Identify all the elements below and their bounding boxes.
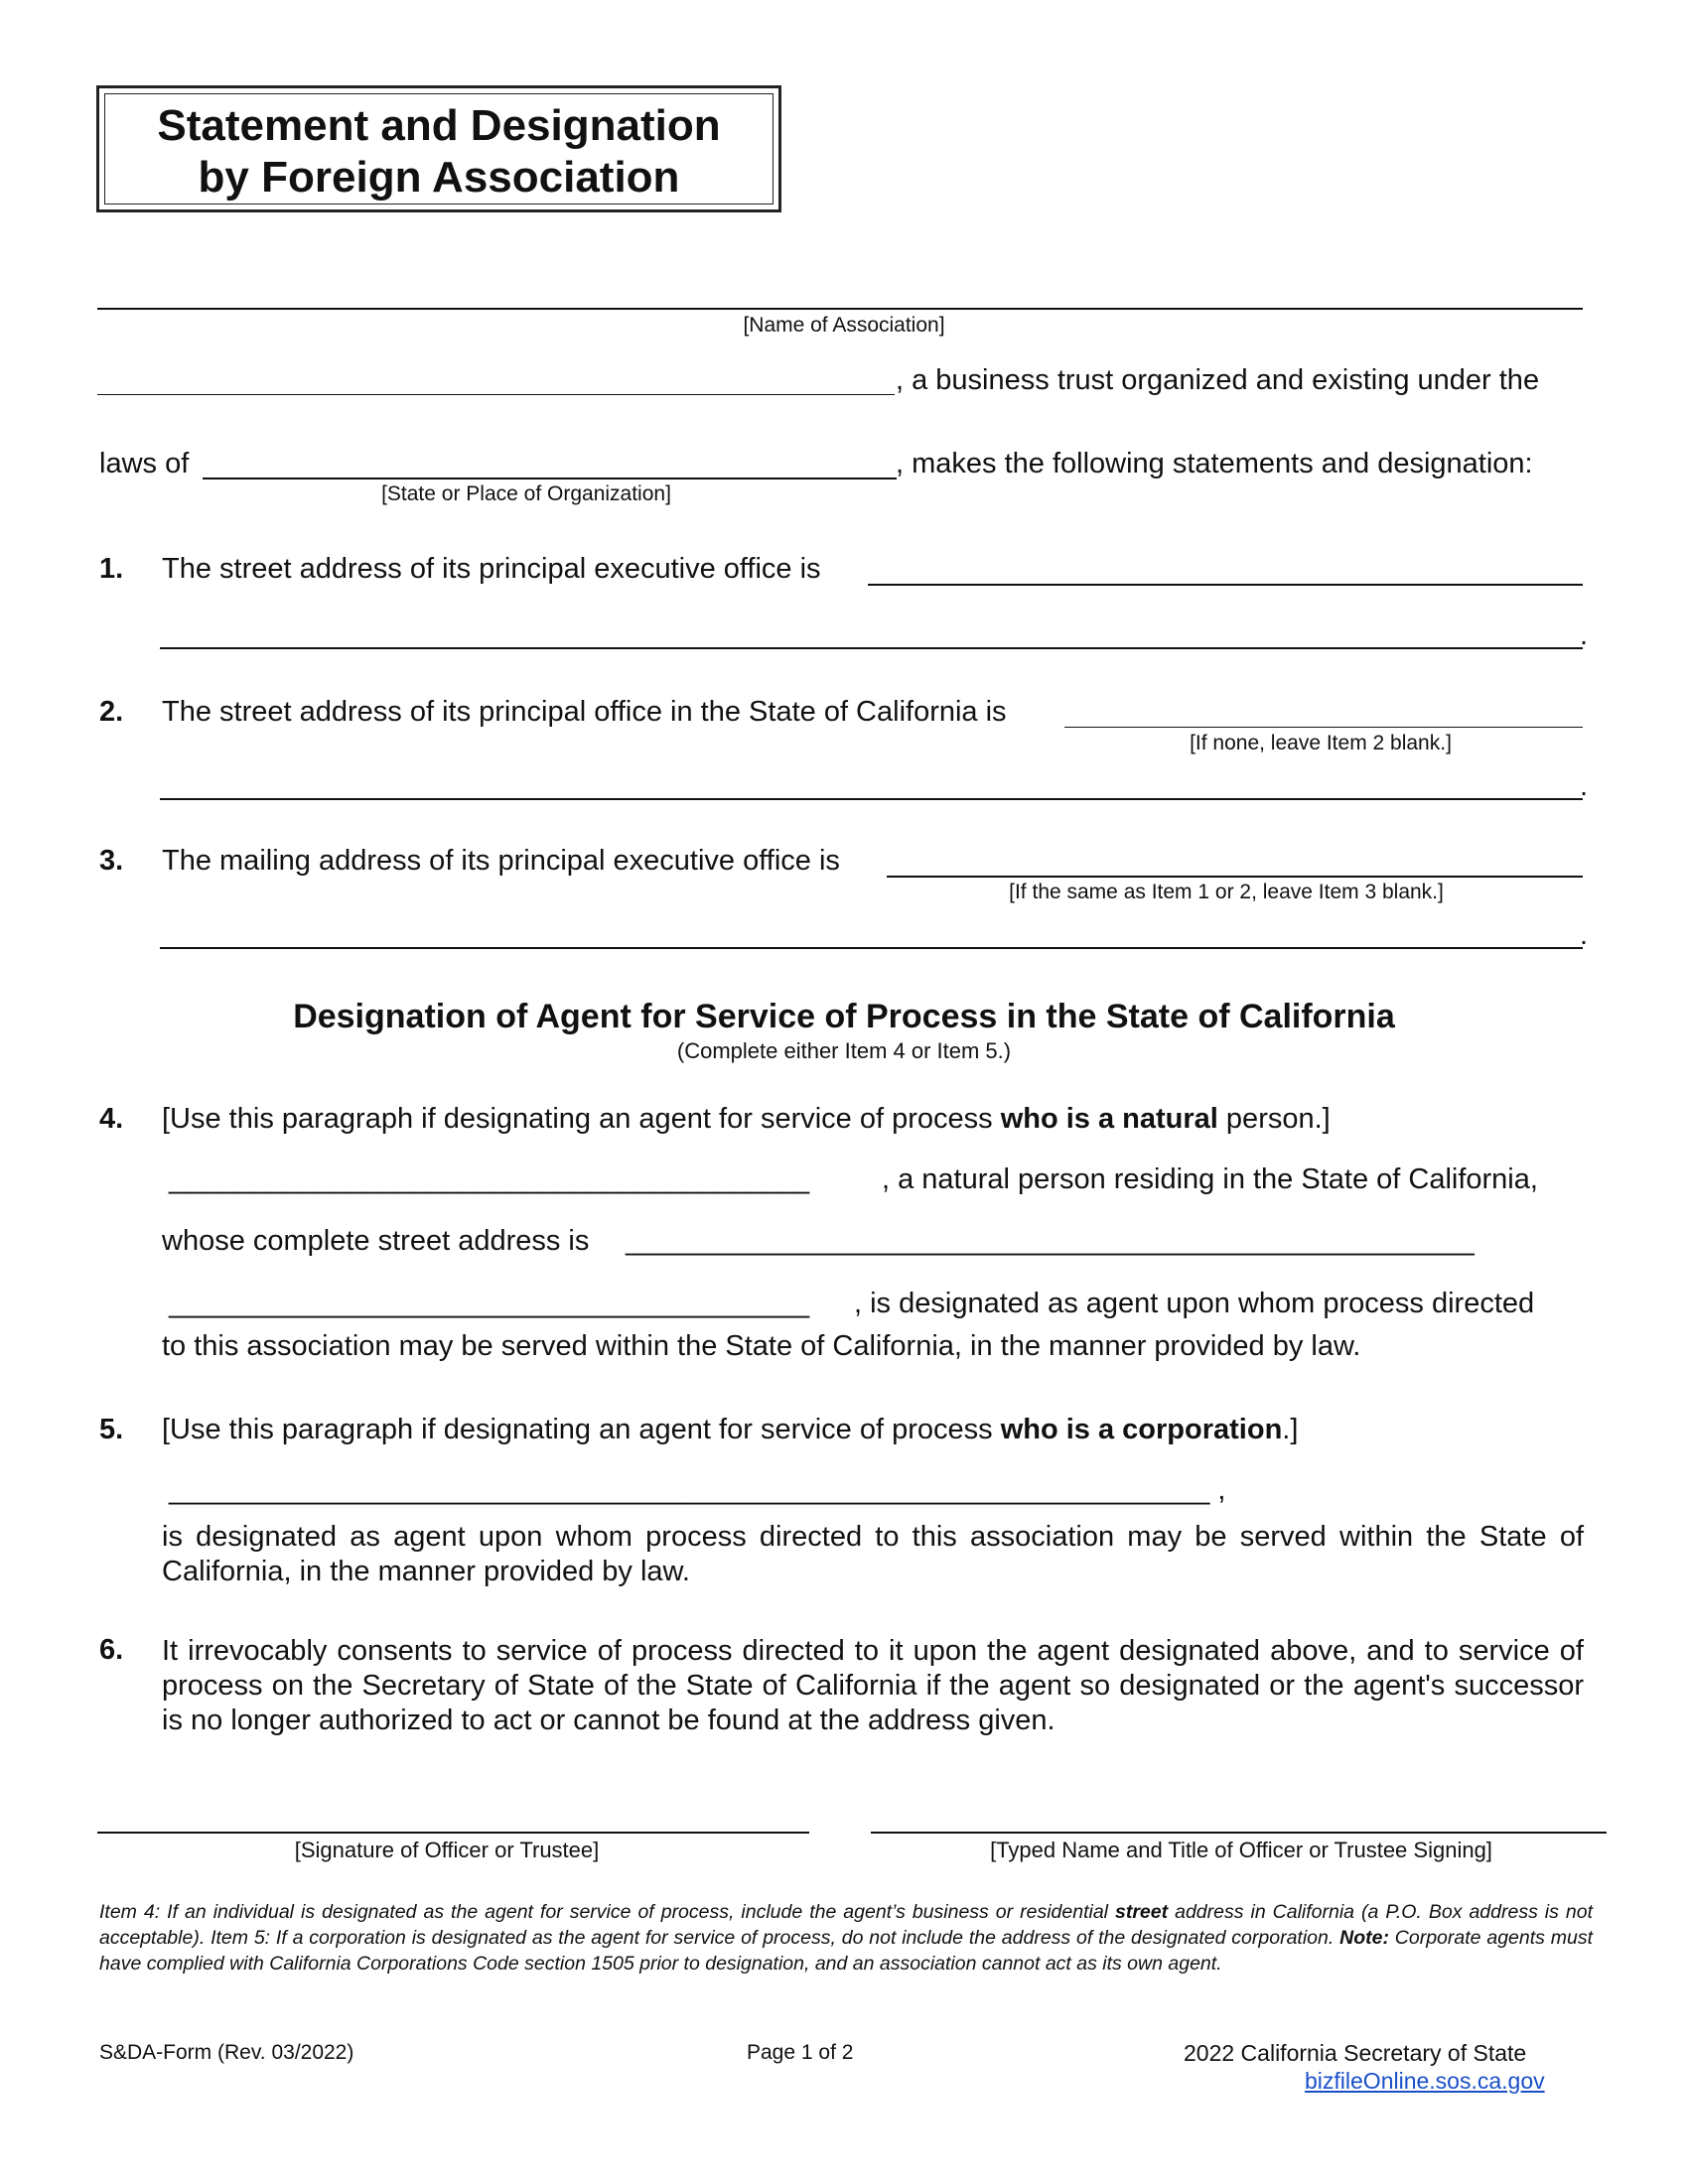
item-3-caption: [If the same as Item 1 or 2, leave Item 3 blank.] xyxy=(1009,881,1444,903)
item-4-instruction-bold: who is a natural xyxy=(1000,1103,1218,1135)
item-3-number: 3. xyxy=(99,845,124,877)
item-1-text: The street address of its principal executive office is xyxy=(162,553,821,585)
state-of-organization-caption: [State or Place of Organization] xyxy=(381,482,671,505)
designation-subheading: (Complete either Item 4 or Item 5.) xyxy=(676,1038,1012,1063)
title-box xyxy=(96,85,781,212)
item-4-whose-address-label: whose complete street address is xyxy=(162,1225,590,1257)
item-4-instruction-b: person.] xyxy=(1217,1103,1331,1135)
item-5-instruction-b: .] xyxy=(1282,1414,1299,1445)
footnote-note-bold: Note: xyxy=(1339,1927,1389,1949)
item-5-corporation-name-field[interactable]: _________________________________________________________________ , xyxy=(169,1474,1226,1506)
item-4-agent-name-field[interactable]: ________________________________________ xyxy=(169,1163,810,1195)
item-4-served-text: to this association may be served within the State of California, in the manner provided by law. xyxy=(162,1330,1361,1362)
signature-field[interactable] xyxy=(97,1832,809,1834)
copyright-text: 2022 California Secretary of State xyxy=(1184,2040,1527,2066)
designation-heading: Designation of Agent for Service of Process in the State of California xyxy=(293,998,1395,1035)
website-link[interactable]: bizfileOnline.sos.ca.gov xyxy=(1305,2068,1545,2094)
laws-of-label: laws of xyxy=(99,448,190,479)
typed-name-title-caption: [Typed Name and Title of Officer or Trustee Signing] xyxy=(990,1838,1492,1862)
footnote-part2: address in California (a P.O. Box address is not acceptable). Item 5: If a corporation is designated as the agent for service of process, do not include the address of the designated corporation. xyxy=(99,1901,1593,1949)
item-5-number: 5. xyxy=(99,1414,124,1445)
item-4-natural-person-text: , a natural person residing in the State of California, xyxy=(882,1163,1538,1195)
form-title-line2: by Foreign Association xyxy=(198,153,680,202)
item-3-address-field-line1[interactable] xyxy=(887,876,1583,878)
item-2-number: 2. xyxy=(99,696,124,728)
footnote-part3: Corporate agents must have complied with California Corporations Code section 1505 prior to designation, and an association cannot act as its own agent. xyxy=(99,1927,1593,1975)
item-5-instruction-bold: who is a corporation xyxy=(1000,1414,1283,1445)
association-name-field[interactable] xyxy=(97,308,1583,310)
item-2-address-field-line2[interactable] xyxy=(160,798,1583,800)
association-name-caption: [Name of Association] xyxy=(743,314,945,337)
item-4-designated-text: , is designated as agent upon whom process directed xyxy=(854,1288,1535,1319)
item-2-text: The street address of its principal office in the State of California is xyxy=(162,696,1007,728)
association-name-blank-field[interactable] xyxy=(97,394,895,395)
item-1-address-field-line2[interactable] xyxy=(160,647,1583,649)
item-4-number: 4. xyxy=(99,1103,124,1135)
item-5-text: is designated as agent upon whom process directed to this association may be served within the State of California, in the manner provided by law. xyxy=(162,1521,1584,1587)
footnote-street-bold: street xyxy=(1115,1901,1169,1923)
item-6-text: It irrevocably consents to service of process directed to it upon the agent designated above, and to service of process on the Secretary of State of the State of California if the agent so designated or the agent's successor is no longer authorized to act or cannot be found at the address given. xyxy=(162,1635,1584,1736)
item-1-number: 1. xyxy=(99,553,124,585)
item-6-number: 6. xyxy=(99,1634,124,1666)
form-title xyxy=(99,100,778,204)
item-3-period: . xyxy=(1580,919,1589,951)
item-4-instruction-a: [Use this paragraph if designating an agent for service of process xyxy=(162,1103,1001,1135)
item-4-address-continued-field[interactable]: ________________________________________ xyxy=(169,1288,810,1319)
typed-name-title-field[interactable] xyxy=(871,1832,1607,1834)
signature-caption: [Signature of Officer or Trustee] xyxy=(294,1838,600,1862)
item-2-address-field-line1[interactable] xyxy=(1064,727,1583,728)
item-5-instruction-a: [Use this paragraph if designating an agent for service of process xyxy=(162,1414,1001,1445)
business-trust-text: , a business trust organized and existing under the xyxy=(896,364,1540,396)
item-4-street-address-field[interactable]: _____________________________________________________ xyxy=(626,1225,1475,1257)
item-5-instruction xyxy=(162,1414,1298,1446)
footnote-part1: Item 4: If an individual is designated as the agent for service of process, include the agent’s business or residential xyxy=(99,1901,1115,1923)
page-number: Page 1 of 2 xyxy=(747,2041,854,2064)
item-2-caption: [If none, leave Item 2 blank.] xyxy=(1190,732,1452,754)
item-1-period: . xyxy=(1580,619,1589,651)
state-of-organization-field[interactable] xyxy=(203,478,897,479)
makes-statements-text: , makes the following statements and designation: xyxy=(896,448,1533,479)
item-4-instruction xyxy=(162,1103,1331,1136)
item-3-text: The mailing address of its principal executive office is xyxy=(162,845,840,877)
form-revision: S&DA-Form (Rev. 03/2022) xyxy=(99,2041,354,2064)
form-title-line1: Statement and Designation xyxy=(157,101,721,150)
footnote xyxy=(99,1899,1593,1977)
item-2-period: . xyxy=(1580,770,1589,802)
item-1-address-field-line1[interactable] xyxy=(868,584,1583,586)
item-3-address-field-line2[interactable] xyxy=(160,947,1583,949)
